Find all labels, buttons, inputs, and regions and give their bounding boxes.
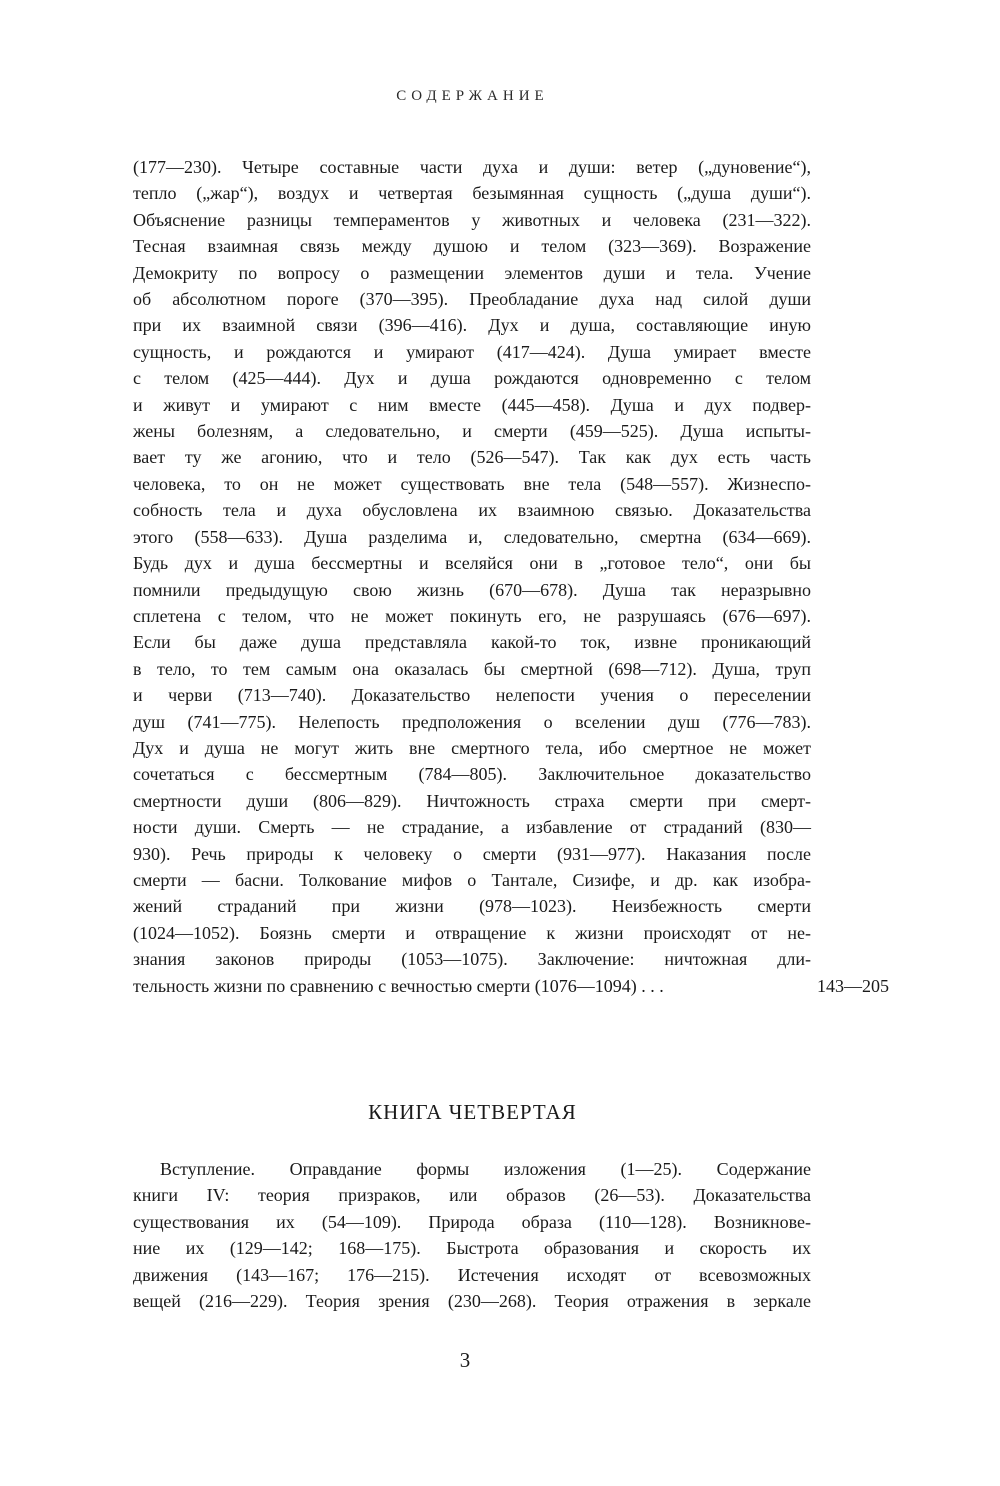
- chapter-title: КНИГА ЧЕТВЕРТАЯ: [368, 1100, 577, 1124]
- text-line: Демокриту по вопросу о размещении элементов души и тела. Учение: [133, 262, 811, 283]
- text-line: (1024—1052). Боязнь смерти и отвращение к жизни происходят от не-: [133, 922, 811, 943]
- text-line: душ (741—775). Нелепость предположения о вселении душ (776—783).: [133, 711, 811, 732]
- text-line: существования их (54—109). Природа образа (110—128). Возникнове-: [133, 1211, 811, 1232]
- text-line: при их взаимной связи (396—416). Дух и душа, составляющие иную: [133, 315, 811, 336]
- text-line: вещей (216—229). Теория зрения (230—268). Теория отражения в зеркале: [133, 1291, 811, 1312]
- page-range: 143—205: [817, 975, 889, 996]
- text-line: ние их (129—142; 168—175). Быстрота образования и скорость их: [133, 1238, 811, 1259]
- text-line: (177—230). Четыре составные части духа и души: ветер („дуновение“),: [133, 157, 811, 177]
- text-line: об абсолютном пороге (370—395). Преобладание духа над силой души: [133, 289, 811, 310]
- text-line: ности души. Смерть — не страдание, а избавление от страданий (830—: [133, 817, 811, 838]
- book3-contents-paragraph: [133, 154, 889, 999]
- text-line: сплетена с телом, что не может покинуть его, не разрушаясь (676—697).: [133, 605, 811, 626]
- text-line: сочетаться с бессмертным (784—805). Заключительное доказательство: [133, 764, 811, 785]
- book4-contents-paragraph: [133, 1156, 811, 1314]
- text-line: жены болезням, а следовательно, и смерти (459—525). Душа испыты-: [133, 421, 811, 442]
- text-line: собность тела и духа обусловлена их взаимною связью. Доказательства: [133, 500, 811, 521]
- text-line: 930). Речь природы к человеку о смерти (931—977). Наказания после: [133, 843, 811, 864]
- text-line: вает ту же агонию, что и тело (526—547). Так как дух есть часть: [133, 447, 811, 468]
- text-line: Объяснение разницы темпераментов у животных и человека (231—322).: [133, 209, 811, 230]
- text-line: жений страданий при жизни (978—1023). Неизбежность смерти: [133, 896, 811, 917]
- text-line: смертности души (806—829). Ничтожность страха смерти при смерт-: [133, 790, 811, 811]
- text-line: тепло („жар“), воздух и четвертая безымянная сущность („душа души“).: [133, 183, 811, 204]
- text-line: помнили предыдущую свою жизнь (670—678). Душа так неразрывно: [133, 579, 811, 600]
- page-number: 3: [459, 1348, 471, 1372]
- text-line: и живут и умирают с ним вместе (445—458). Душа и дух подвер-: [133, 394, 811, 415]
- text-line: сущность, и рождаются и умирают (417—424). Душа умирает вместе: [133, 341, 811, 362]
- text-line: движения (143—167; 176—215). Истечения исходят от всевозможных: [133, 1264, 811, 1285]
- text-line: в тело, то тем самым она оказалась бы смертной (698—712). Душа, труп: [133, 658, 811, 679]
- text-line: Если бы даже душа представляла какой-то ток, извне проникающий: [133, 632, 811, 653]
- text-line: и черви (713—740). Доказательство нелепости учения о переселении: [133, 685, 811, 706]
- running-head: СОДЕРЖАНИЕ: [396, 88, 549, 104]
- text-line: с телом (425—444). Дух и душа рождаются одновременно с телом: [133, 368, 811, 389]
- text-line: Будь дух и душа бессмертны и вселяйся они в „готовое тело“, они бы: [133, 553, 811, 574]
- text-line: Дух и душа не могут жить вне смертного тела, ибо смертное не может: [133, 737, 811, 758]
- text-line: Тесная взаимная связь между душою и телом (323—369). Возражение: [133, 236, 811, 257]
- text-line: Вступление. Оправдание формы изложения (1—25). Содержание: [160, 1159, 811, 1179]
- final-line-with-page-range: [133, 973, 889, 999]
- text-line: смерти — басни. Толкование мифов о Тантале, Сизифе, и др. как изобра-: [133, 869, 811, 890]
- text-line: человека, то он не может существовать вне тела (548—557). Жизнеспо-: [133, 473, 811, 494]
- text-line: книги IV: теория призраков, или образов (26—53). Доказательства: [133, 1185, 811, 1206]
- text-line: тельность жизни по сравнению с вечностью смерти (1076—1094) . . .: [133, 975, 664, 996]
- text-line: знания законов природы (1053—1075). Заключение: ничтожная дли-: [133, 949, 811, 970]
- text-line: этого (558—633). Душа разделима и, следовательно, смертна (634—669).: [133, 526, 811, 547]
